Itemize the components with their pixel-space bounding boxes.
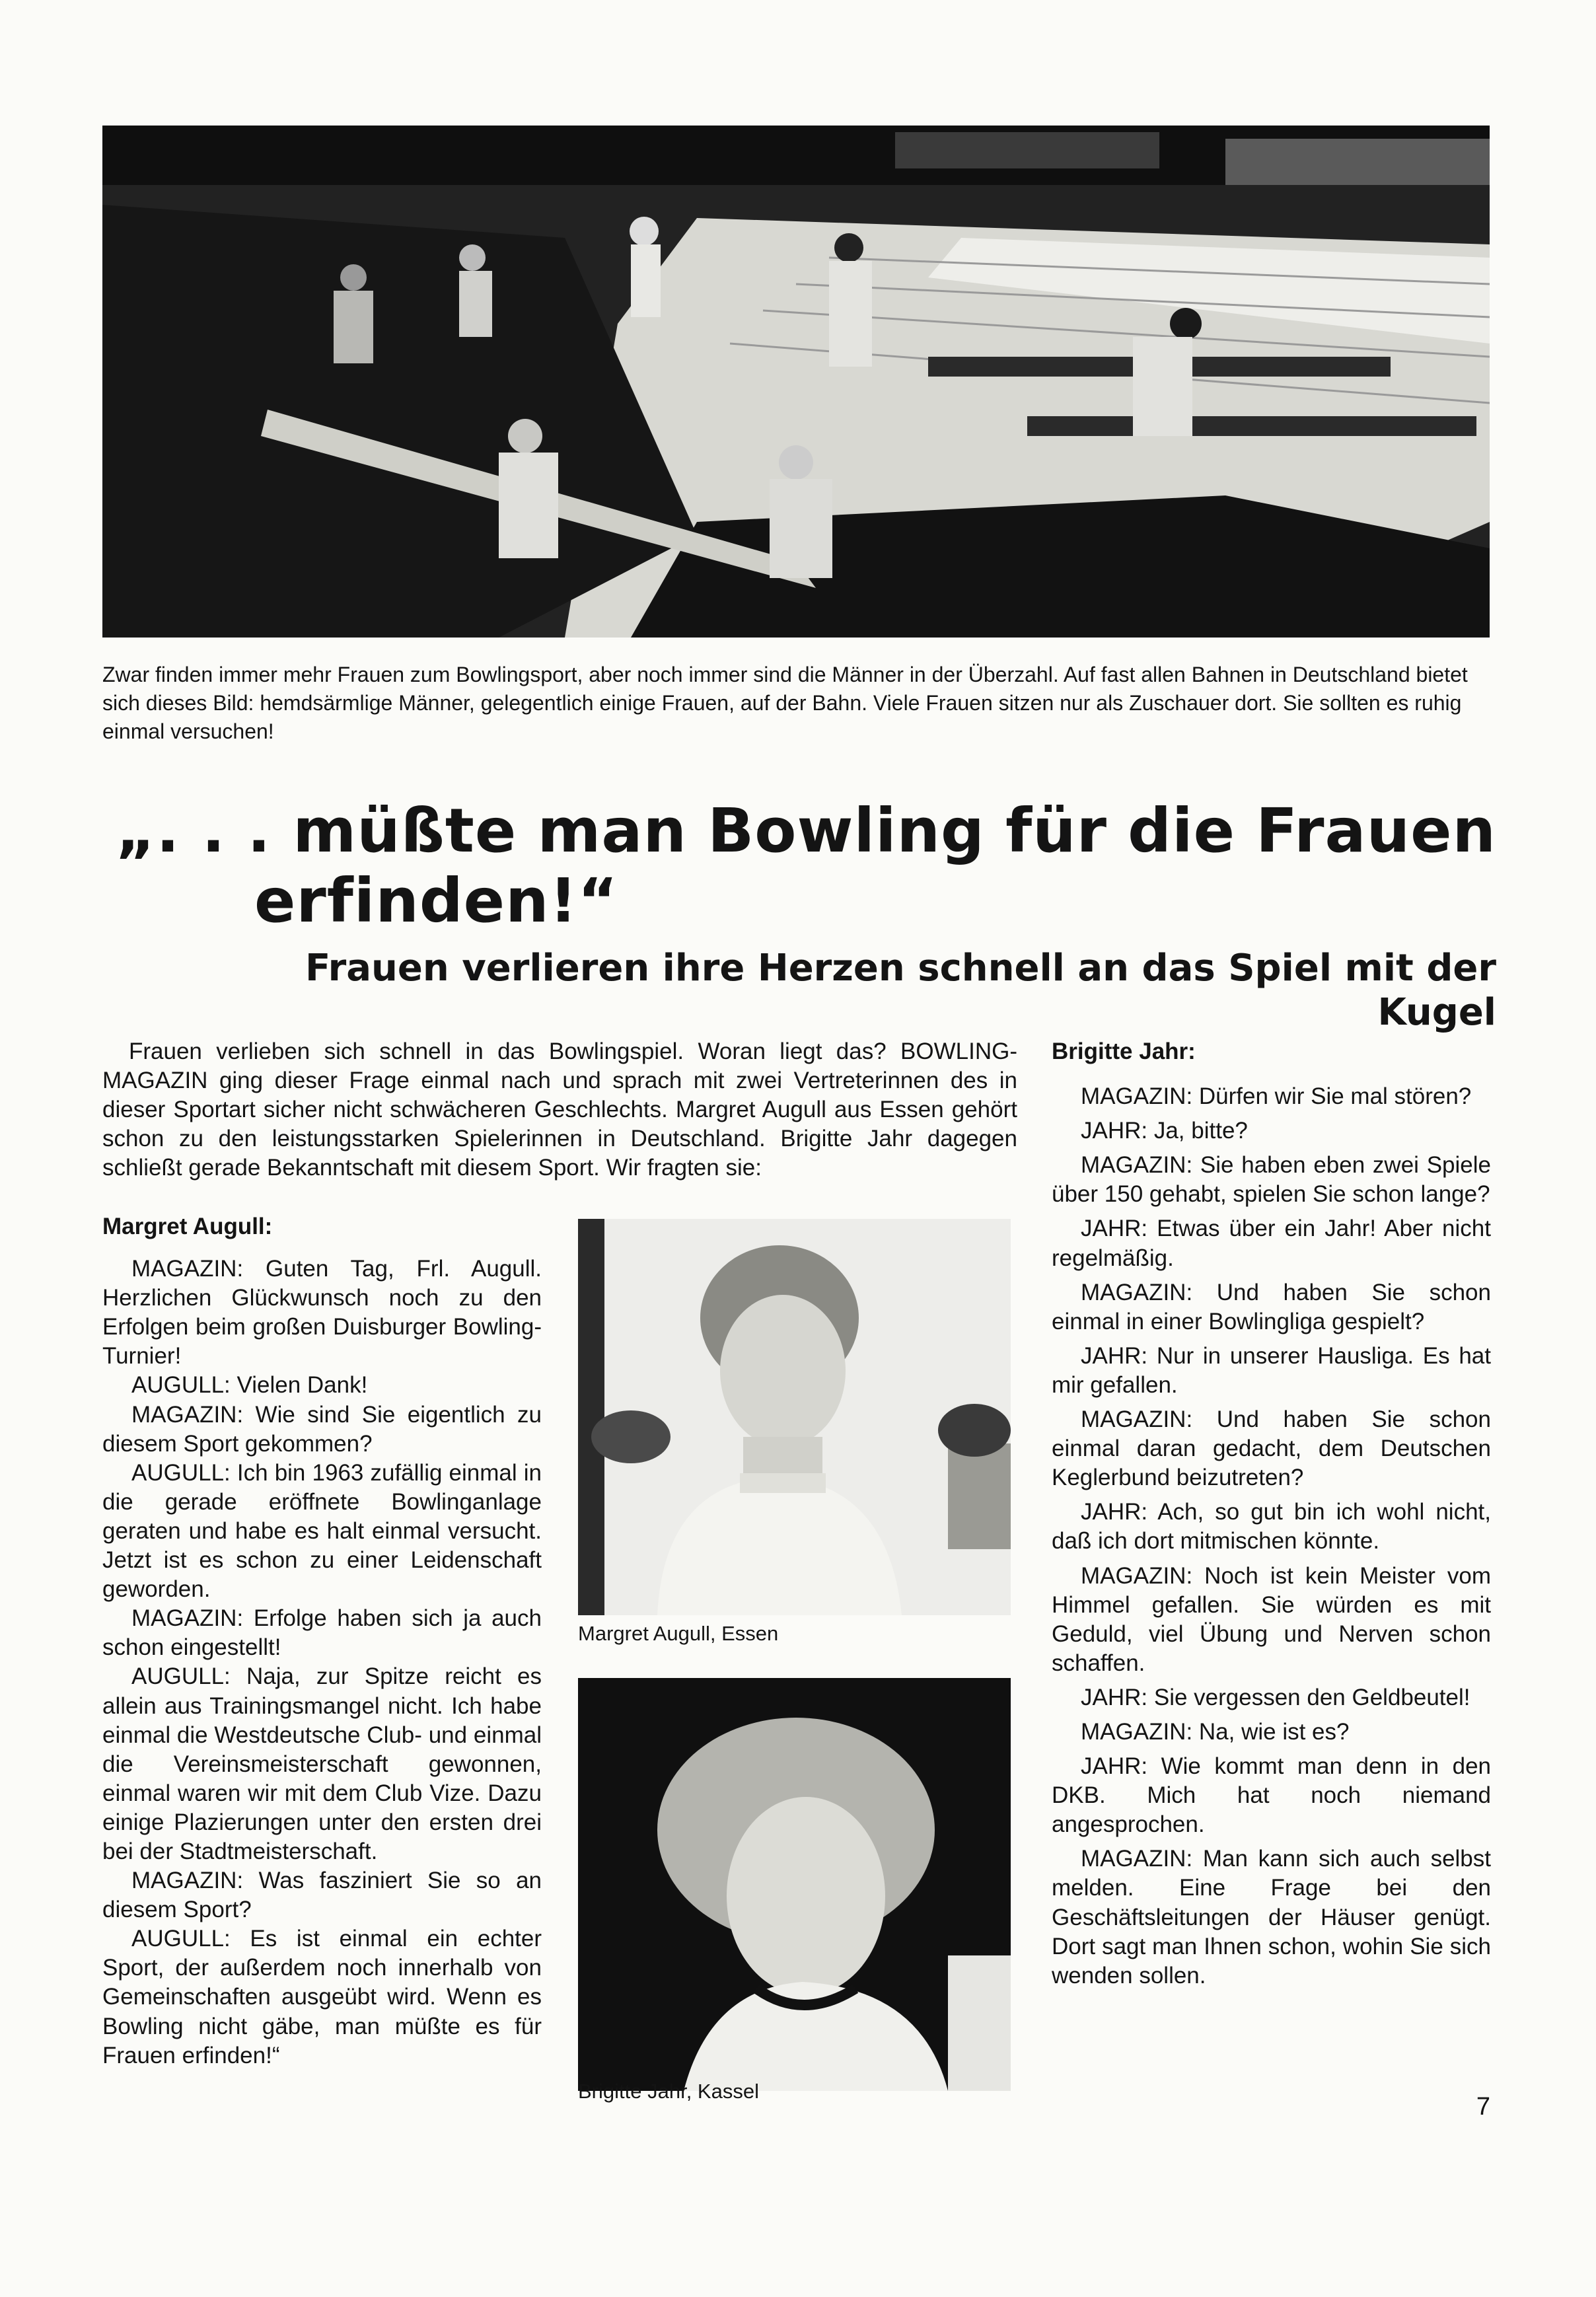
jahr-interview xyxy=(1052,1037,1491,1996)
portrait-augull-photo xyxy=(578,1219,1011,1615)
interview-paragraph: JAHR: Etwas über ein Jahr! Aber nicht regelmäßig. xyxy=(1052,1216,1491,1271)
subtitle: Frauen verlieren ihre Herzen schnell an das Spiel mit der Kugel xyxy=(305,947,1496,1035)
interview-paragraph: AUGULL: Vielen Dank! xyxy=(131,1372,368,1399)
interview-paragraph: MAGAZIN: Na, wie ist es? xyxy=(1081,1718,1350,1745)
headline xyxy=(116,796,1496,936)
headline-word: man xyxy=(537,795,687,866)
interview-paragraph: JAHR: Ja, bitte? xyxy=(1081,1118,1248,1144)
interview-paragraph: MAGAZIN: Was fasziniert Sie so an diesem Sport? xyxy=(102,1868,542,1923)
headline-line-1 xyxy=(116,796,1496,866)
interview-paragraph: AUGULL: Es ist einmal ein echter Sport, der außerdem noch innerhalb von Gemeinschaften ausgeübt wird. Wenn es Bowling nicht gäbe, man müßte es für Frauen erfinden!“ xyxy=(102,1926,542,2068)
interview-paragraph: JAHR: Ach, so gut bin ich wohl nicht, daß ich dort mitmischen könnte. xyxy=(1052,1499,1491,1554)
interview-paragraph: JAHR: Wie kommt man denn in den DKB. Mich hat noch niemand angesprochen. xyxy=(1052,1753,1491,1838)
portrait-jahr-caption: Brigitte Jahr, Kassel xyxy=(578,2080,759,2103)
interview-paragraph: MAGAZIN: Guten Tag, Frl. Augull. Herzlichen Glückwunsch noch zu den Erfolgen beim großen Duisburger Bowling-Turnier! xyxy=(102,1256,542,1369)
page-number: 7 xyxy=(1476,2093,1490,2121)
interview-paragraph: MAGAZIN: Man kann sich auch selbst melden. Eine Frage bei den Geschäftsleitungen der Häuser genügt. Dort sagt man Ihnen schon, wohin Sie sich wenden sollen. xyxy=(1052,1846,1491,1988)
intro-paragraph: Frauen verlieben sich schnell in das Bowlingspiel. Woran liegt das? BOWLING-MAGAZIN ging dieser Frage einmal nach und sprach mit zwei Vertreterinnen des in dieser Sportart sicher nicht schwächeren Geschlechts. Margret Augull aus Essen gehört schon zu den leistungsstarken Spielerinnen in Deutschland. Brigitte Jahr dagegen schließt gerade Bekanntschaft mit diesem Sport. Wir fragten sie: xyxy=(102,1039,1017,1181)
headline-word: „. . . müßte xyxy=(116,795,517,866)
interview-paragraph: MAGAZIN: Noch ist kein Meister vom Himmel gefallen. Sie würden es mit Geduld, viel Übung und Nerven schon schaffen. xyxy=(1052,1562,1491,1676)
interview-paragraph: MAGAZIN: Dürfen wir Sie mal stören? xyxy=(1081,1083,1472,1110)
bowling-alley-photo xyxy=(102,126,1490,638)
interview-paragraph: AUGULL: Ich bin 1963 zufällig einmal in die gerade eröffnete Bowlinganlage geraten und habe es halt einmal versucht. Jetzt ist es schon zu einer Leidenschaft geworden. xyxy=(102,1459,542,1603)
portrait-augull-caption: Margret Augull, Essen xyxy=(578,1622,779,1645)
headline-word: für xyxy=(1005,795,1107,866)
augull-heading: Margret Augull: xyxy=(102,1214,273,1239)
jahr-heading: Brigitte Jahr: xyxy=(1052,1039,1196,1064)
interview-paragraph: MAGAZIN: Erfolge haben sich ja auch schon eingestellt! xyxy=(102,1605,542,1661)
interview-paragraph: MAGAZIN: Und haben Sie schon einmal daran gedacht, dem Deutschen Keglerbund beizutreten? xyxy=(1052,1406,1491,1491)
interview-paragraph: MAGAZIN: Sie haben eben zwei Spiele über 150 gehabt, spielen Sie schon lange? xyxy=(1052,1152,1491,1208)
portrait-jahr-photo xyxy=(578,1678,1011,2091)
portrait-augull-illustration xyxy=(578,1219,1011,1615)
interview-paragraph: AUGULL: Naja, zur Spitze reicht es allein aus Trainingsmangel nicht. Ich habe einmal die Westdeutsche Club- und einmal die Vereinsmeisterschaft gewonnen, einmal waren wir mit dem Club Vize. Dazu einige Plazierungen unter den ersten drei bei der Stadtmeisterschaft. xyxy=(102,1663,542,1864)
headline-line-2: erfinden!“ xyxy=(254,865,618,936)
augull-interview xyxy=(102,1212,542,2070)
headline-word: Frauen xyxy=(1256,795,1496,866)
portrait-jahr-illustration xyxy=(578,1678,1011,2091)
top-photo-caption: Zwar finden immer mehr Frauen zum Bowlingsport, aber noch immer sind die Männer in der Überzahl. Auf fast allen Bahnen in Deutschland bietet sich dieses Bild: hemdsärmlige Männer, gelegentlich einige Frauen, auf der Bahn. Viele Frauen sitzen nur als Zuschauer dort. Sie sollten es ruhig einmal versuchen! xyxy=(102,663,1468,743)
interview-paragraph: MAGAZIN: Und haben Sie schon einmal in einer Bowlingliga gespielt? xyxy=(1052,1279,1491,1334)
interview-paragraph: JAHR: Sie vergessen den Geldbeutel! xyxy=(1081,1684,1470,1710)
interview-paragraph: MAGAZIN: Wie sind Sie eigentlich zu diesem Sport gekommen? xyxy=(102,1401,542,1457)
headline-word: Bowling xyxy=(707,795,985,866)
bowling-alley-illustration xyxy=(102,126,1490,638)
interview-paragraph: JAHR: Nur in unserer Hausliga. Es hat mir gefallen. xyxy=(1052,1342,1491,1398)
headline-word: die xyxy=(1128,795,1235,866)
